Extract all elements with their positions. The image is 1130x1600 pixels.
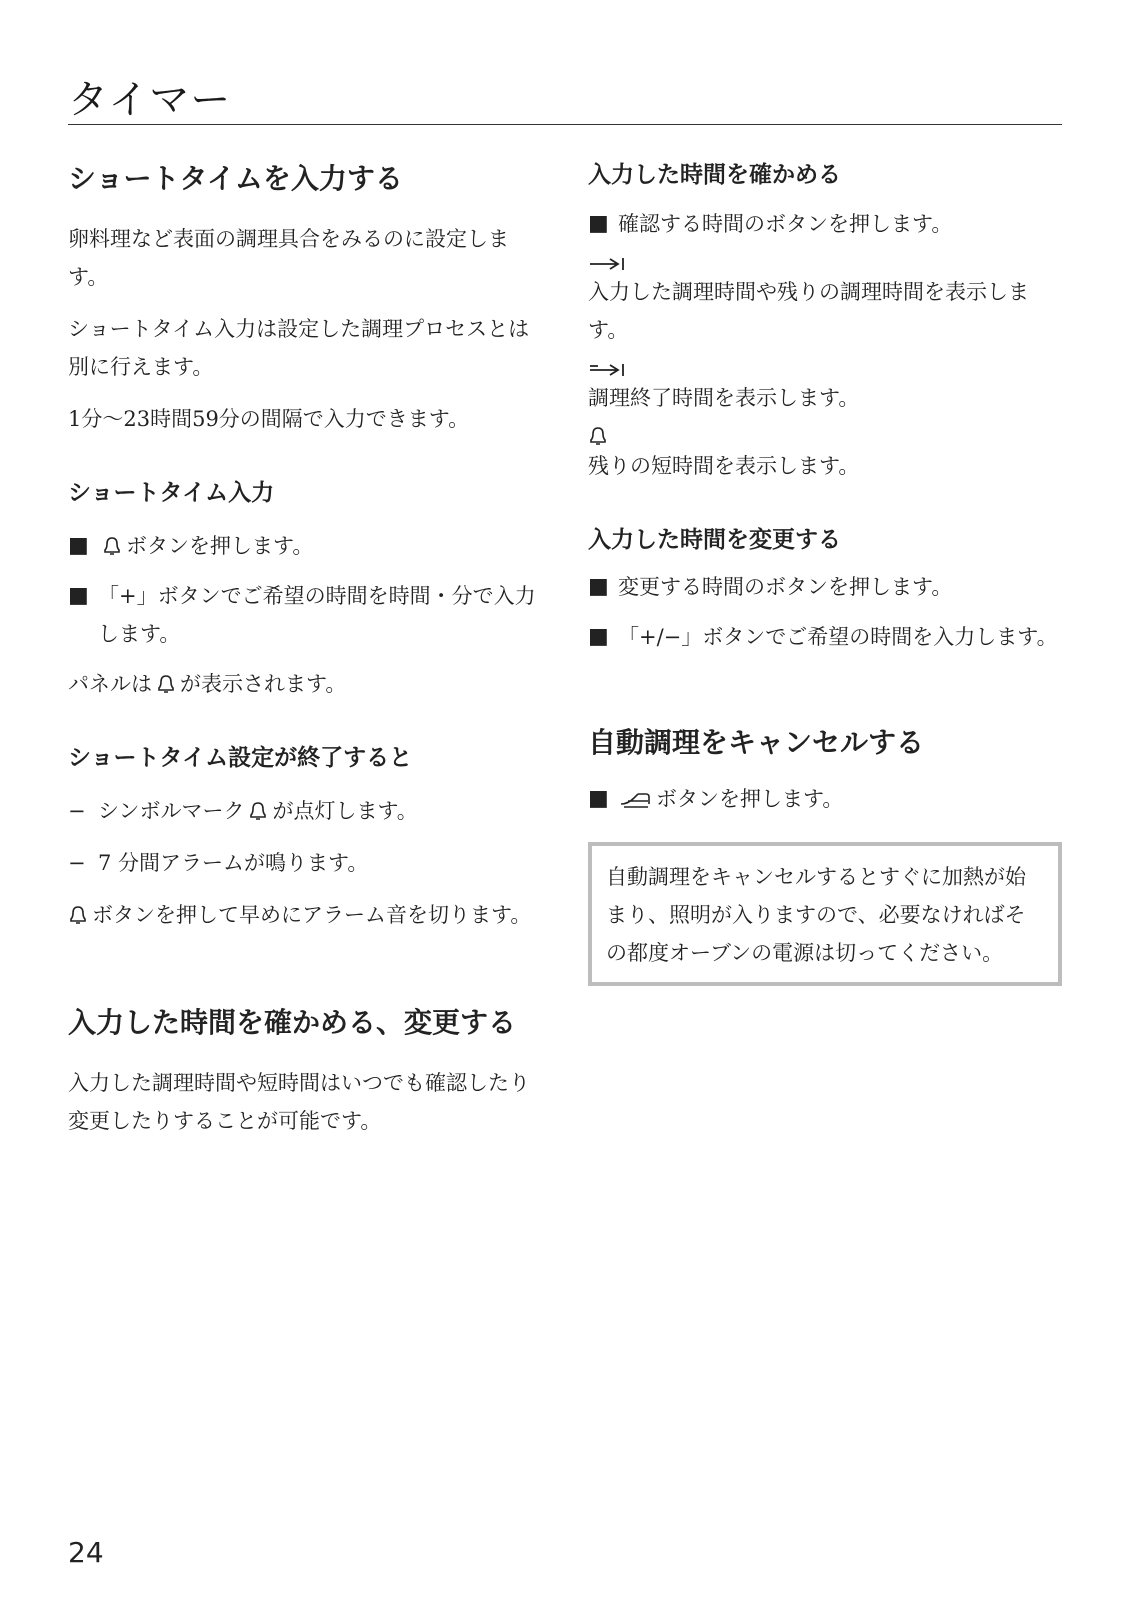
bullet-mark: ■ [588, 574, 609, 600]
auto-program-icon [618, 790, 652, 810]
subheading-short-time-input: ショートタイム入力 [68, 479, 275, 506]
bell-icon [588, 423, 608, 447]
paragraph: ショートタイム入力は設定した調理プロセスとは別に行えます。 [68, 316, 530, 379]
notice-box [588, 842, 1062, 986]
paragraph [68, 665, 546, 703]
list-item-text: 「+/−」ボタンでご希望の時間を入力します。 [618, 625, 1058, 650]
end-time-arrow-icon [588, 361, 626, 379]
page-number: 24 [68, 1536, 104, 1569]
dash-mark: − [68, 798, 86, 823]
paragraph [68, 896, 546, 934]
text-fragment: ボタンを押して早めにアラーム音を切ります。 [92, 902, 532, 927]
bell-icon [156, 673, 176, 695]
text-fragment: が点灯します。 [272, 798, 418, 823]
paragraph: 1分〜23時間59分の間隔で入力できます。 [68, 406, 470, 431]
bell-icon [248, 800, 268, 822]
left-column [68, 160, 546, 1140]
list-item-text: 「+」ボタンでご希望の時間を時間・分で入力します。 [98, 583, 536, 646]
text-fragment: パネルは [68, 671, 152, 696]
bullet-mark: ■ [588, 211, 609, 237]
paragraph: 調理終了時間を表示します。 [588, 386, 860, 411]
section-heading-check-change: 入力した時間を確かめる、変更する [68, 1005, 517, 1039]
paragraph: 入力した調理時間や残りの調理時間を表示します。 [588, 280, 1029, 343]
list-item [588, 568, 1062, 606]
list-item [68, 577, 546, 653]
list-item [588, 618, 1062, 656]
list-item-text: 7 分間アラームが鳴ります。 [98, 850, 369, 875]
subheading-change-time: 入力した時間を変更する [588, 527, 841, 554]
bullet-mark: ■ [68, 532, 89, 558]
section-heading-cancel-auto: 自動調理をキャンセルする [588, 726, 925, 760]
list-item [68, 792, 546, 830]
title-divider [68, 124, 1062, 125]
list-item [68, 527, 546, 565]
list-item-text: 変更する時間のボタンを押します。 [618, 575, 953, 600]
list-item-text: ボタンを押します。 [126, 533, 314, 558]
text-fragment: シンボルマーク [98, 798, 245, 823]
text-fragment: が表示されます。 [180, 671, 347, 696]
paragraph: 卵料理など表面の調理具合をみるのに設定します。 [68, 226, 509, 289]
list-item [588, 780, 1062, 818]
page-title: タイマー [68, 77, 232, 123]
list-item [588, 205, 1062, 243]
list-item [68, 844, 546, 882]
list-item-text: ボタンを押します。 [656, 786, 844, 811]
bell-icon [102, 535, 122, 557]
section-heading-short-time: ショートタイムを入力する [68, 162, 403, 195]
paragraph: 残りの短時間を表示します。 [588, 454, 860, 479]
bullet-mark: ■ [68, 582, 89, 608]
duration-arrow-icon [588, 255, 626, 273]
bell-icon [68, 904, 88, 926]
bullet-mark: ■ [588, 785, 609, 811]
right-column [588, 160, 1062, 986]
notice-text: 自動調理をキャンセルするとすぐに加熱が始まり、照明が入りますので、必要なければその都度オーブンの電源は切ってください。 [606, 864, 1026, 965]
dash-mark: − [68, 850, 86, 875]
subheading-check-time: 入力した時間を確かめる [588, 162, 841, 188]
paragraph: 入力した調理時間や短時間はいつでも確認したり変更したりすることが可能です。 [68, 1070, 530, 1133]
subheading-short-time-complete: ショートタイム設定が終了すると [68, 744, 413, 771]
list-item-text: 確認する時間のボタンを押します。 [618, 212, 953, 237]
bullet-mark: ■ [588, 624, 609, 650]
